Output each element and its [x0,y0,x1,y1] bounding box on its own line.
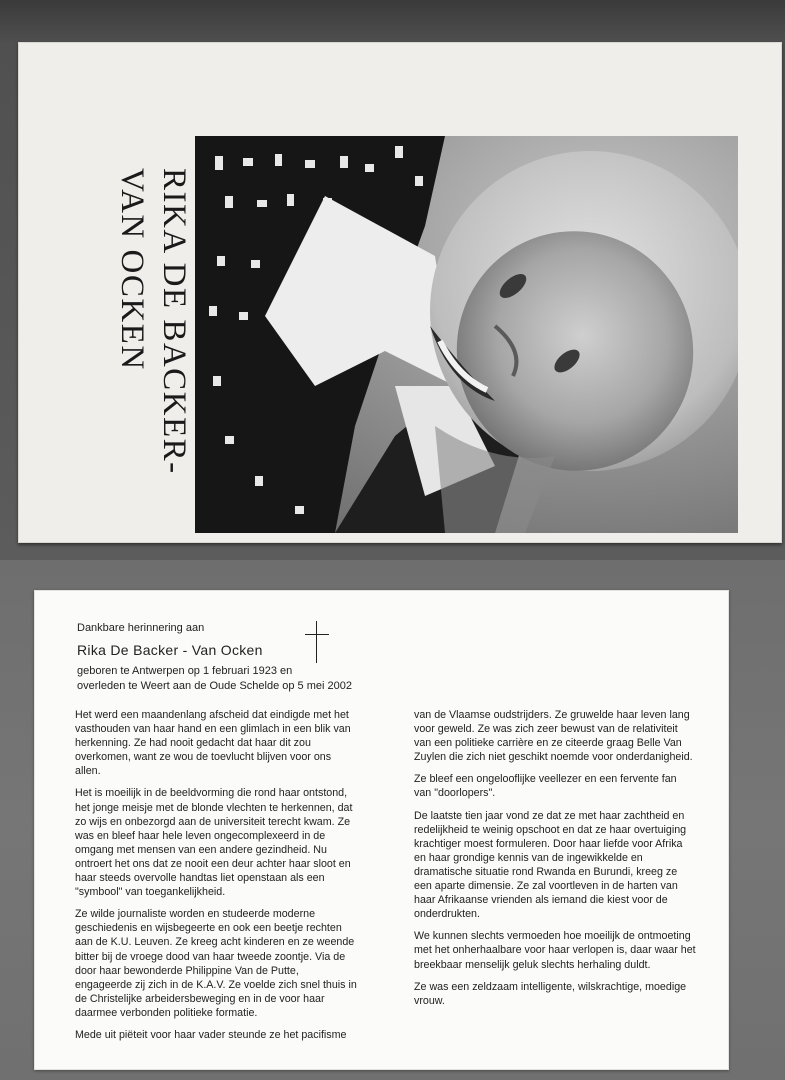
cover-title-line-2: VAN OCKEN [114,168,150,371]
paragraph: We kunnen slechts vermoeden hoe moeilijk de ontmoeting met het onherhaalbare voor haar verlopen is, daar waar het breekbaar menselijk geluk slechts herhaling duldt. [414,930,696,971]
cover-title [111,168,195,508]
deceased-name: Rika De Backer - Van Ocken [77,642,263,658]
death-line: overleden te Weert aan de Oude Schelde op 5 mei 2002 [77,680,352,692]
portrait-photo [195,136,738,533]
text-column-left [75,708,357,1050]
paragraph: Ze bleef een ongelooflijke veellezer en een fervente fan van "doorlopers". [414,773,677,800]
cover-title-line-1: RIKA DE BACKER- [156,168,192,475]
birth-death-info [77,664,352,694]
paragraph: van de Vlaamse oudstrijders. Ze gruwelde haar leven lang voor geweld. Ze was zich zeer bewust van de relativiteit van een politieke carrière en ze citeerde graag Belle Van Zuylen die zich niet geschikt noemde voor onderdanigheid. [414,709,693,764]
paragraph: Mede uit piëteit voor haar vader steunde ze het pacifisme [75,1028,347,1041]
portrait-photo-image [195,136,738,533]
memorial-card-front [18,42,782,543]
paragraph: De laatste tien jaar vond ze dat ze met haar zachtheid en redelijkheid te weinig opschoot en dat ze haar overtuiging krachtiger moest formuleren. Door haar liefde voor Afrika en haar grondige kennis van de ingewikkelde en dramatische situatie rond Rwanda en Burundi, kreeg ze een aparte dimensie. Ze zal voortleven in de harten van haar Afrikaanse vrienden als iemand die kiest voor de onderdrukten. [414,809,687,921]
text-column-right [414,708,696,1016]
paragraph: Ze wilde journaliste worden en studeerde moderne geschiedenis en wijsbegeerte en ook een beetje rechten aan de K.U. Leuven. Ze kreeg acht kinderen en ze weende bitter bij de vroege dood van haar tweede zoontje. Via de door haar bewonderde Philippine Van de Putte, engageerde zij zich in de K.A.V. Ze voelde zich snel thuis in de Christelijke arbeidersbeweging en in de voor haar daarmee verbonden politieke formatie. [75,908,357,1019]
paragraph: Ze was een zeldzaam intelligente, wilskrachtige, moedige vrouw. [414,980,687,1007]
cross-icon [305,621,329,663]
paragraph: Het werd een maandenlang afscheid dat eindigde met het vasthouden van haar hand en een glimlach in een blik van herkenning. Ze had nooit gedacht dat haar dit zou overkomen, want ze wou de toevlucht blijven voor ons allen. [75,709,351,778]
memorial-card-text [34,590,729,1070]
birth-line: geboren te Antwerpen op 1 februari 1923 en [77,665,293,677]
card-heading: Dankbare herinnering aan [77,622,205,634]
paragraph: Het is moeilijk in de beeldvorming die rond haar ontstond, het jonge meisje met de blonde vlechten te herkennen, dat zo wijs en onbezorgd aan de universiteit terecht kwam. Ze was en bleef haar hele leven ongecomplexeerd in de omgang met mensen van een andere gezindheid. Nu ontroert het ons dat ze nooit een deur achter haar sloot en haar steeds overvolle handtas liet openstaan als een "symbool" van toegankelijkheid. [75,787,353,899]
